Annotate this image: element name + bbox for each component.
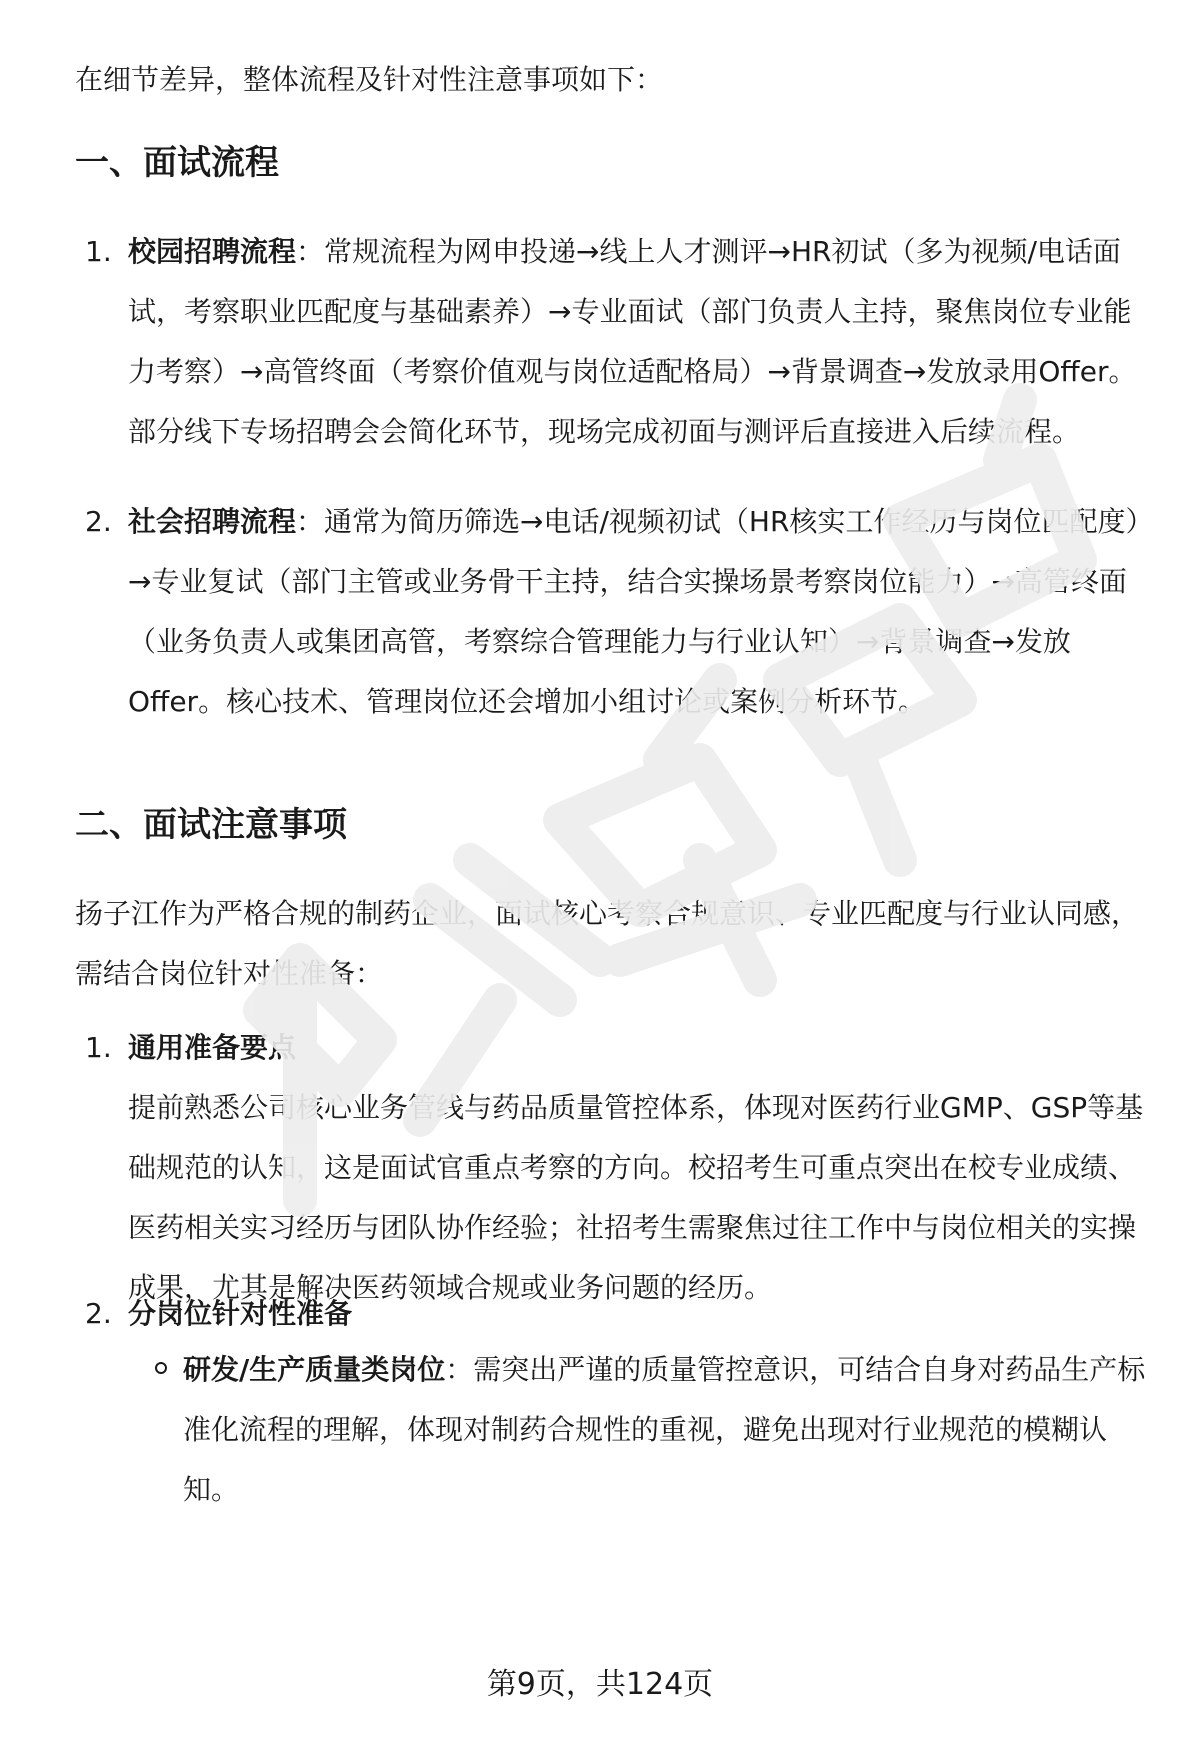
list-item-body [128,222,1158,462]
list-item-body [128,492,1158,732]
page-footer: 第9页，共124页 [486,1667,714,1702]
item-term: 社会招聘流程 [128,505,297,538]
item-term: 校园招聘流程 [128,235,297,268]
item-text: 通常为简历筛选→电话/视频初试（HR核实工作经历与岗位匹配度）→专业复试（部门主管或业务骨干主持，结合实操场景考察岗位能力）→高管终面（业务负责人或集团高管，考察综合管理能力与行业认知）→背景调查→发放Offer。核心技术、管理岗位还会增加小组讨论或案例分析环节。 [128,505,1154,718]
sub-item-text: 需突出严谨的质量管控意识，可结合自身对药品生产标准化流程的理解，体现对制药合规性的重视，避免出现对行业规范的模糊认知。 [183,1353,1146,1506]
sub-item-colon: ： [445,1353,474,1386]
intro-text: 在细节差异，整体流程及针对性注意事项如下： [75,63,664,96]
sub-list-item-body [183,1340,1158,1520]
hollow-circle-bullet-icon [155,1362,167,1374]
item-term: 分岗位针对性准备 [128,1297,353,1330]
item-colon: ： [296,505,325,538]
list-number: 1. [85,235,112,268]
list-number: 2. [85,1297,112,1330]
item-text: 常规流程为网申投递→线上人才测评→HR初试（多为视频/电话面试，考察职业匹配度与基础素养）→专业面试（部门负责人主持，聚焦岗位专业能力考察）→高管终面（考察价值观与岗位适配格局）→背景调查→发放录用Offer。部分线下专场招聘会会简化环节，现场完成初面与测评后直接进入后续流程。 [128,235,1137,448]
item-term: 通用准备要点 [128,1031,297,1064]
list-number: 2. [85,505,112,538]
list-number: 1. [85,1031,112,1064]
list-item-body [128,1284,1158,1344]
section-intro-paragraph: 扬子江作为严格合规的制药企业，面试核心考察合规意识、专业匹配度与行业认同感，需结合岗位针对性准备： [75,897,1140,990]
section-heading-interview-notes: 二、面试注意事项 [75,805,347,845]
section-heading-interview-process: 一、面试流程 [75,143,279,183]
sub-item-term: 研发/生产质量类岗位 [183,1353,446,1386]
item-colon: ： [296,235,325,268]
list-item-body [128,1018,1158,1318]
item-text: 提前熟悉公司核心业务管线与药品质量管控体系，体现对医药行业GMP、GSP等基础规范的认知，这是面试官重点考察的方向。校招考生可重点突出在校专业成绩、医药相关实习经历与团队协作经验；社招考生需聚焦过往工作中与岗位相关的实操成果，尤其是解决医药领域合规或业务问题的经历。 [128,1091,1144,1304]
